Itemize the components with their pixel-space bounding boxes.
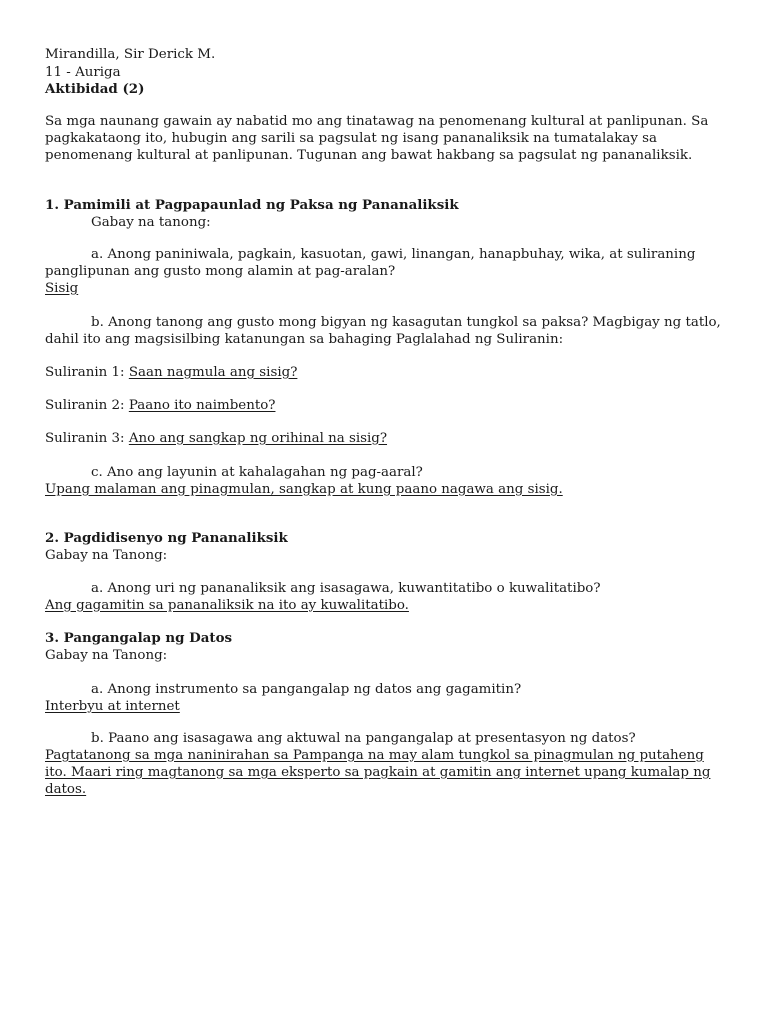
- section2-guide: Gabay na Tanong:: [45, 548, 168, 563]
- answer-3b-line-3: datos.: [45, 782, 87, 797]
- question-1c: c. Ano ang layunin at kahalagahan ng pag-aaral?: [91, 465, 423, 480]
- problem-1-label: Suliranin 1:: [45, 365, 129, 380]
- intro-line-1: Sa mga naunang gawain ay nabatid mo ang tinatawag na penomenang kultural at panlipunan. Sa: [45, 114, 709, 129]
- problem-3-label: Suliranin 3:: [45, 431, 129, 446]
- intro-line-2: pagkakataong ito, hubugin ang sarili sa pagsulat ng isang pananaliksik na tumatalakay sa: [45, 131, 658, 146]
- question-1b-line-2: dahil ito ang magsisilbing katanungan sa bahaging Paglalahad ng Suliranin:: [45, 332, 564, 347]
- answer-3b-line-1: Pagtatanong sa mga naninirahan sa Pampanga na may alam tungkol sa pinagmulan ng putaheng: [45, 748, 704, 763]
- section3-heading: 3. Pangangalap ng Datos: [45, 630, 233, 646]
- question-1a-line-1: a. Anong paniniwala, pagkain, kasuotan, gawi, linangan, hanapbuhay, wika, at suliraning: [91, 247, 696, 262]
- problem-3-answer: Ano ang sangkap ng orihinal na sisig?: [128, 431, 388, 446]
- student-section: 11 - Auriga: [45, 65, 121, 80]
- question-1b-line-1: b. Anong tanong ang gusto mong bigyan ng kasagutan tungkol sa paksa? Magbigay ng tatlo,: [91, 315, 721, 330]
- problem-2-label: Suliranin 2:: [45, 398, 129, 413]
- question-3b: b. Paano ang isasagawa ang aktuwal na pangangalap at presentasyon ng datos?: [91, 731, 636, 746]
- answer-1a: Sisig: [45, 281, 79, 296]
- section1-heading: 1. Pamimili at Pagpapaunlad ng Paksa ng Pananaliksik: [45, 197, 459, 213]
- intro-line-3: penomenang kultural at panlipunan. Tugunan ang bawat hakbang sa pagsulat ng pananaliksik.: [45, 148, 693, 163]
- section1-guide: Gabay na tanong:: [91, 215, 211, 230]
- problem-2-answer: Paano ito naimbento?: [128, 398, 276, 413]
- answer-1c: Upang malaman ang pinagmulan, sangkap at kung paano nagawa ang sisig.: [45, 482, 563, 497]
- question-2a: a. Anong uri ng pananaliksik ang isasagawa, kuwantitatibo o kuwalitatibo?: [91, 581, 601, 596]
- problem-1-answer: Saan nagmula ang sisig?: [128, 365, 298, 380]
- problem-2: [45, 397, 275, 414]
- problem-3: [45, 430, 387, 447]
- activity-title: Aktibidad (2): [45, 81, 145, 97]
- section3-guide: Gabay na Tanong:: [45, 648, 168, 663]
- question-3a: a. Anong instrumento sa pangangalap ng datos ang gagamitin?: [91, 682, 522, 697]
- question-1a-line-2: panglipunan ang gusto mong alamin at pag-aralan?: [45, 264, 396, 279]
- answer-3a: Interbyu at internet: [45, 699, 180, 714]
- section2-heading: 2. Pagdidisenyo ng Pananaliksik: [45, 530, 288, 546]
- answer-2a: Ang gagamitin sa pananaliksik na ito ay kuwalitatibo.: [45, 598, 409, 613]
- student-name: Mirandilla, Sir Derick M.: [45, 47, 216, 62]
- answer-3b-line-2: ito. Maari ring magtanong sa mga eksperto sa pagkain at gamitin ang internet upang kumalap ng: [45, 765, 711, 780]
- problem-1: [45, 364, 297, 381]
